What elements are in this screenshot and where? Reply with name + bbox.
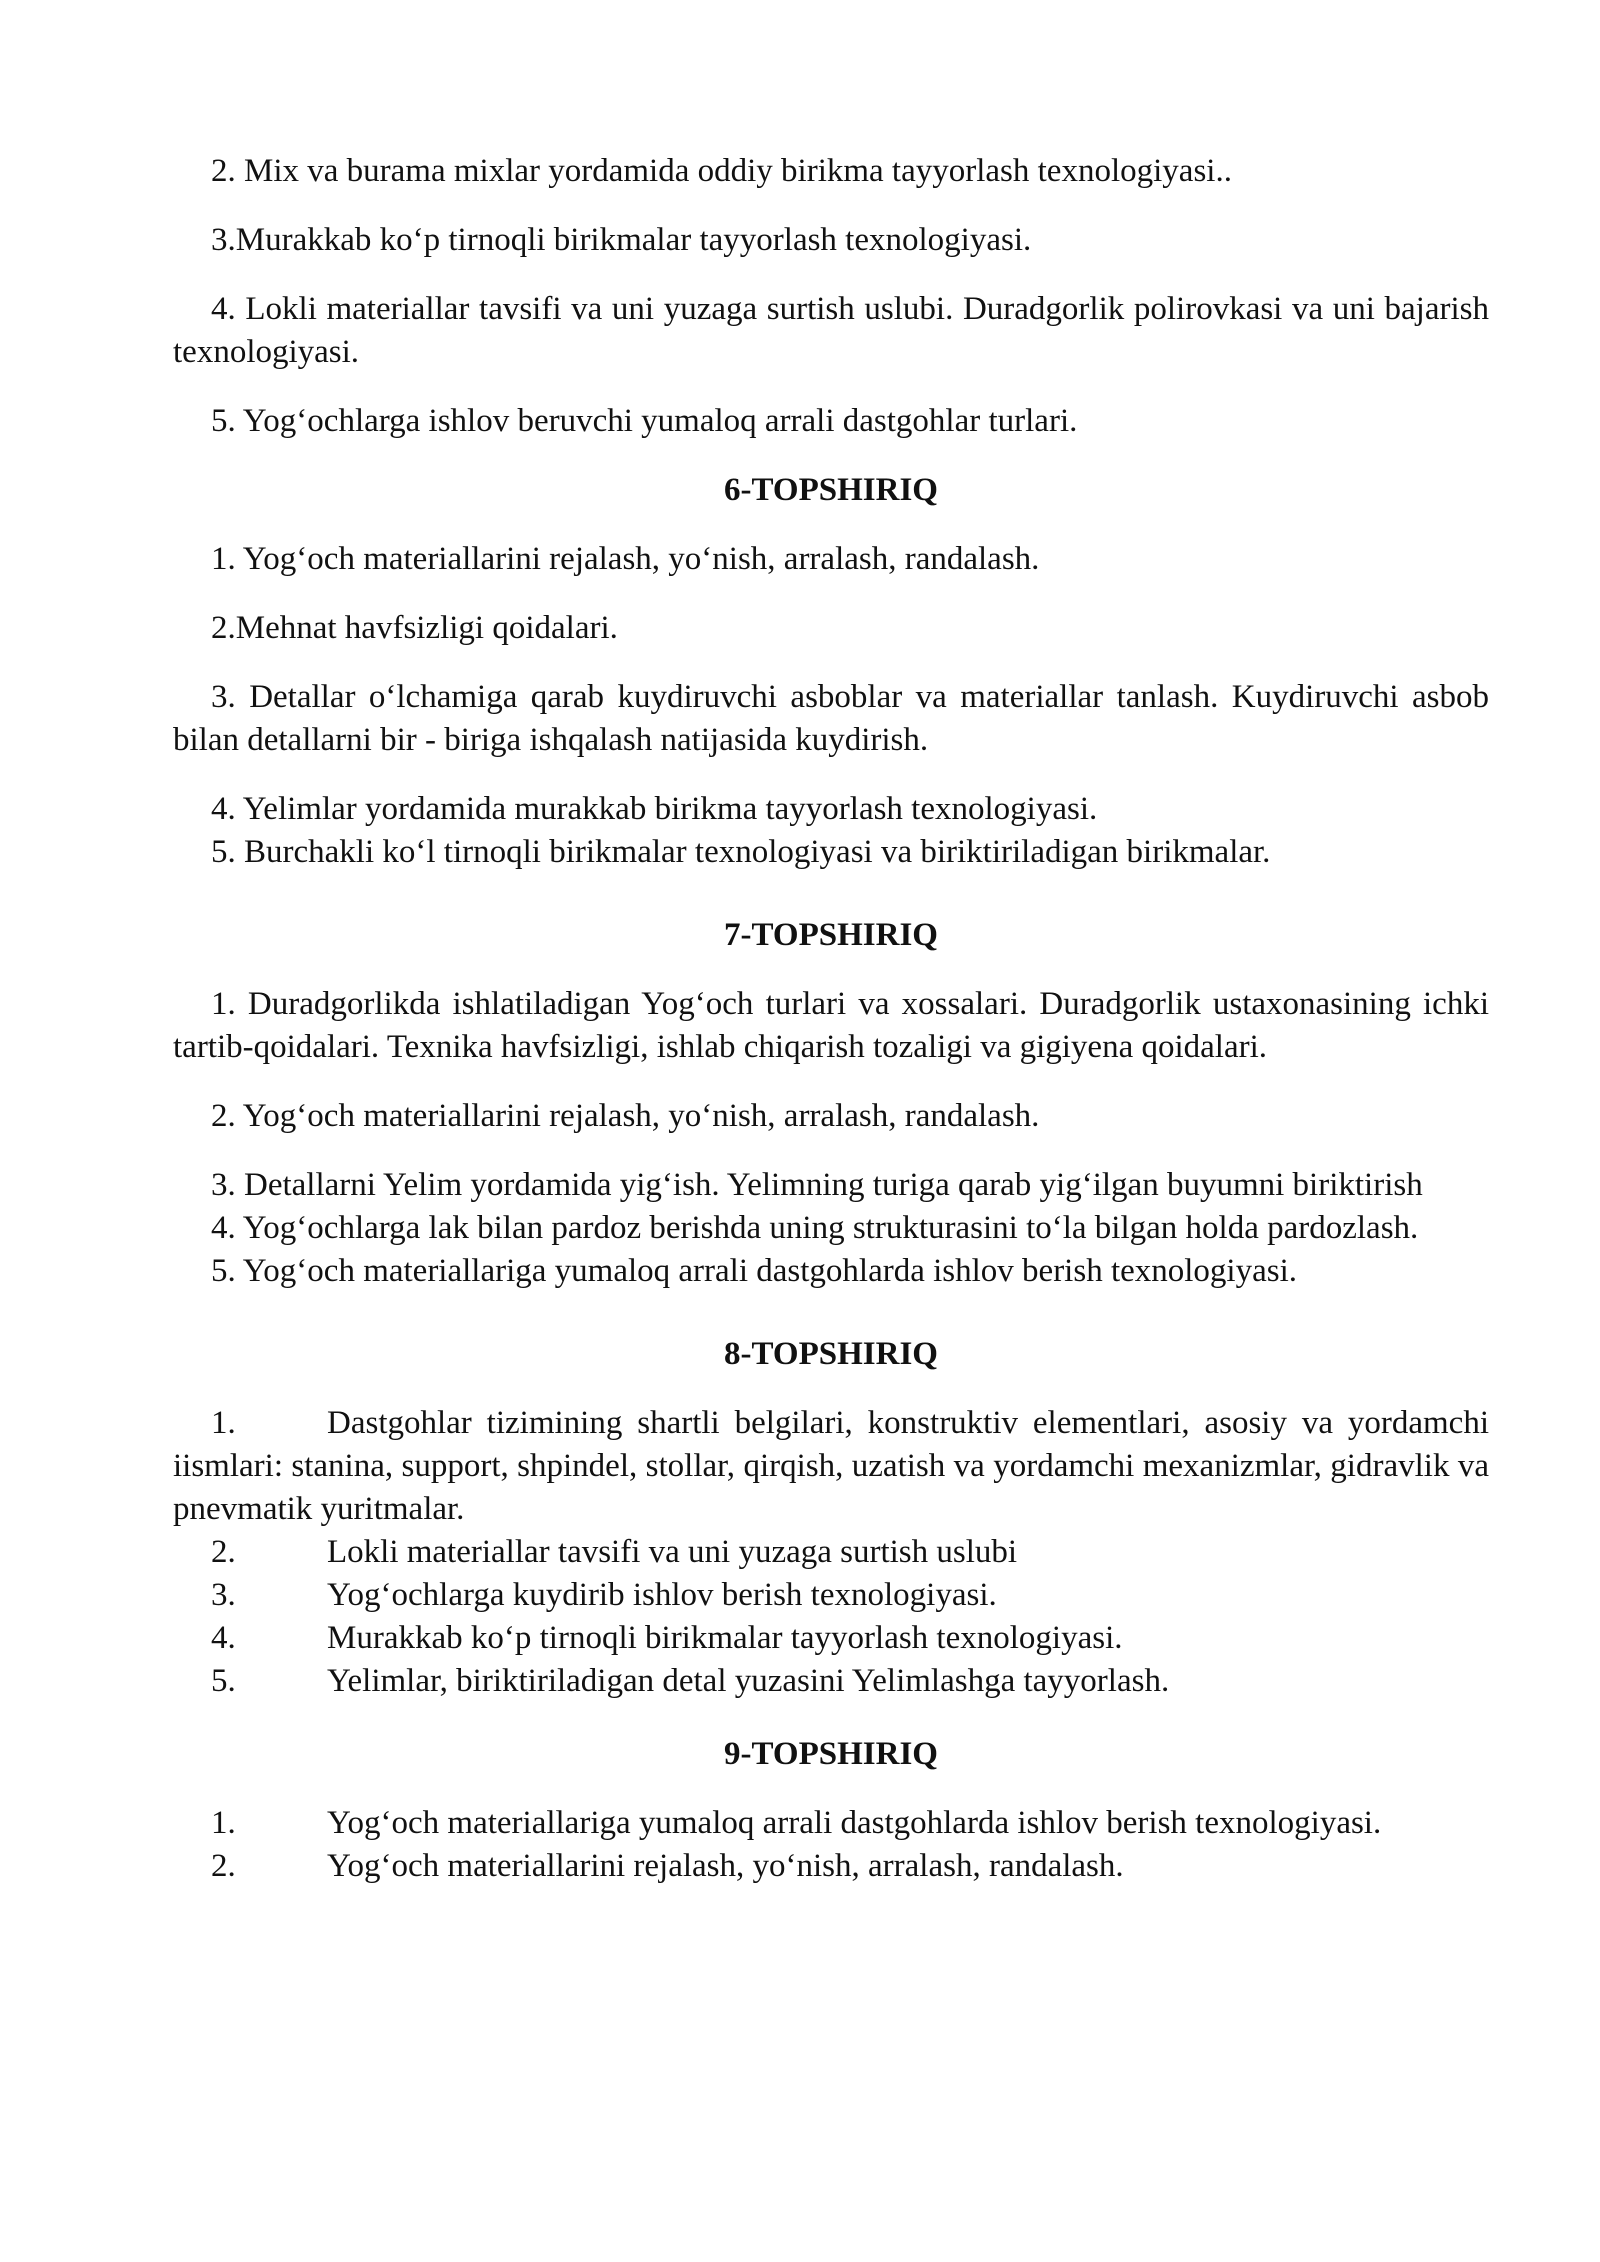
list-item-text: Murakkab ko‘p tirnoqli birikmalar tayyorlash texnologiyasi. — [327, 1620, 1123, 1656]
list-item: 5. Burchakli ko‘l tirnoqli birikmalar texnologiyasi va biriktiriladigan birikmalar. — [211, 834, 1271, 870]
list-item: 2. Yog‘och materiallarini rejalash, yo‘nish, arralash, randalash. — [211, 1098, 1040, 1134]
list-item — [173, 1531, 1489, 1574]
list-item: 3. Detallar o‘lchamiga qarab kuydiruvchi asboblar va materiallar tanlash. Kuydiruvchi asbob bilan detallarni bir - biriga ishqalash natijasida kuydirish. — [173, 679, 1489, 758]
list-item: 5. Yog‘ochlarga ishlov beruvchi yumaloq arrali dastgohlar turlari. — [211, 403, 1078, 439]
list-item: 2.Mehnat havfsizligi qoidalari. — [211, 610, 618, 646]
list-item-number: 4. — [211, 1620, 236, 1656]
list-item: 2. Mix va burama mixlar yordamida oddiy birikma tayyorlash texnologiyasi.. — [211, 153, 1232, 189]
list-item-text: Lokli materiallar tavsifi va uni yuzaga surtish uslubi — [327, 1534, 1018, 1570]
list-item-number: 1. — [211, 1805, 236, 1841]
list-item-number: 1. — [211, 1405, 236, 1441]
list-item-text: Yog‘och materiallariga yumaloq arrali dastgohlarda ishlov berish texnologiyasi. — [327, 1805, 1382, 1841]
list-item-text: Yog‘och materiallarini rejalash, yo‘nish, arralash, randalash. — [327, 1848, 1124, 1884]
list-item: 1. Duradgorlikda ishlatiladigan Yog‘och turlari va xossalari. Duradgorlik ustaxonasining ichki tartib-qoidalari. Texnika havfsizligi, ishlab chiqarish tozaligi va gigiyena qoidalari. — [173, 986, 1489, 1065]
list-item: 5. Yog‘och materiallariga yumaloq arrali dastgohlarda ishlov berish texnologiyasi. — [211, 1253, 1298, 1289]
list-item-text: Yelimlar, biriktiriladigan detal yuzasini Yelimlashga tayyorlash. — [327, 1663, 1170, 1699]
list-item: 4. Yog‘ochlarga lak bilan pardoz berishda uning strukturasini to‘la bilgan holda pardozlash. — [211, 1210, 1419, 1246]
list-item — [173, 1574, 1489, 1617]
list-item: 3.Murakkab ko‘p tirnoqli birikmalar tayyorlash texnologiyasi. — [211, 222, 1032, 258]
list-item: 4. Lokli materiallar tavsifi va uni yuzaga surtish uslubi. Duradgorlik polirovkasi va uni bajarish texnologiyasi. — [173, 291, 1489, 370]
list-item: 1. Yog‘och materiallarini rejalash, yo‘nish, arralash, randalash. — [211, 541, 1040, 577]
list-item: 4. Yelimlar yordamida murakkab birikma tayyorlash texnologiyasi. — [211, 791, 1098, 827]
section-heading: 6-TOPSHIRIQ — [724, 472, 938, 508]
section-heading: 8-TOPSHIRIQ — [724, 1336, 938, 1372]
list-item-text: Dastgohlar tizimining shartli belgilari, konstruktiv elementlari, asosiy va yordamchi iismlari: stanina, support, shpindel, stollar, qirqish, uzatish va yordamchi mexanizmlar, gidravlik va pnevmatik yuritmalar. — [173, 1405, 1489, 1527]
list-item-text: Yog‘ochlarga kuydirib ishlov berish texnologiyasi. — [327, 1577, 997, 1613]
list-item-number: 5. — [211, 1663, 236, 1699]
document-content — [173, 150, 1489, 1888]
list-item — [173, 1660, 1489, 1703]
list-item — [173, 1802, 1489, 1845]
list-item — [173, 1845, 1489, 1888]
list-item: 3. Detallarni Yelim yordamida yig‘ish. Yelimning turiga qarab yig‘ilgan buyumni biriktirish — [211, 1167, 1423, 1203]
section-heading: 7-TOPSHIRIQ — [724, 917, 938, 953]
list-item-number: 3. — [211, 1577, 236, 1613]
list-item-number: 2. — [211, 1848, 236, 1884]
section-heading: 9-TOPSHIRIQ — [724, 1736, 938, 1772]
list-item — [173, 1402, 1489, 1531]
list-item-number: 2. — [211, 1534, 236, 1570]
list-item — [173, 1617, 1489, 1660]
